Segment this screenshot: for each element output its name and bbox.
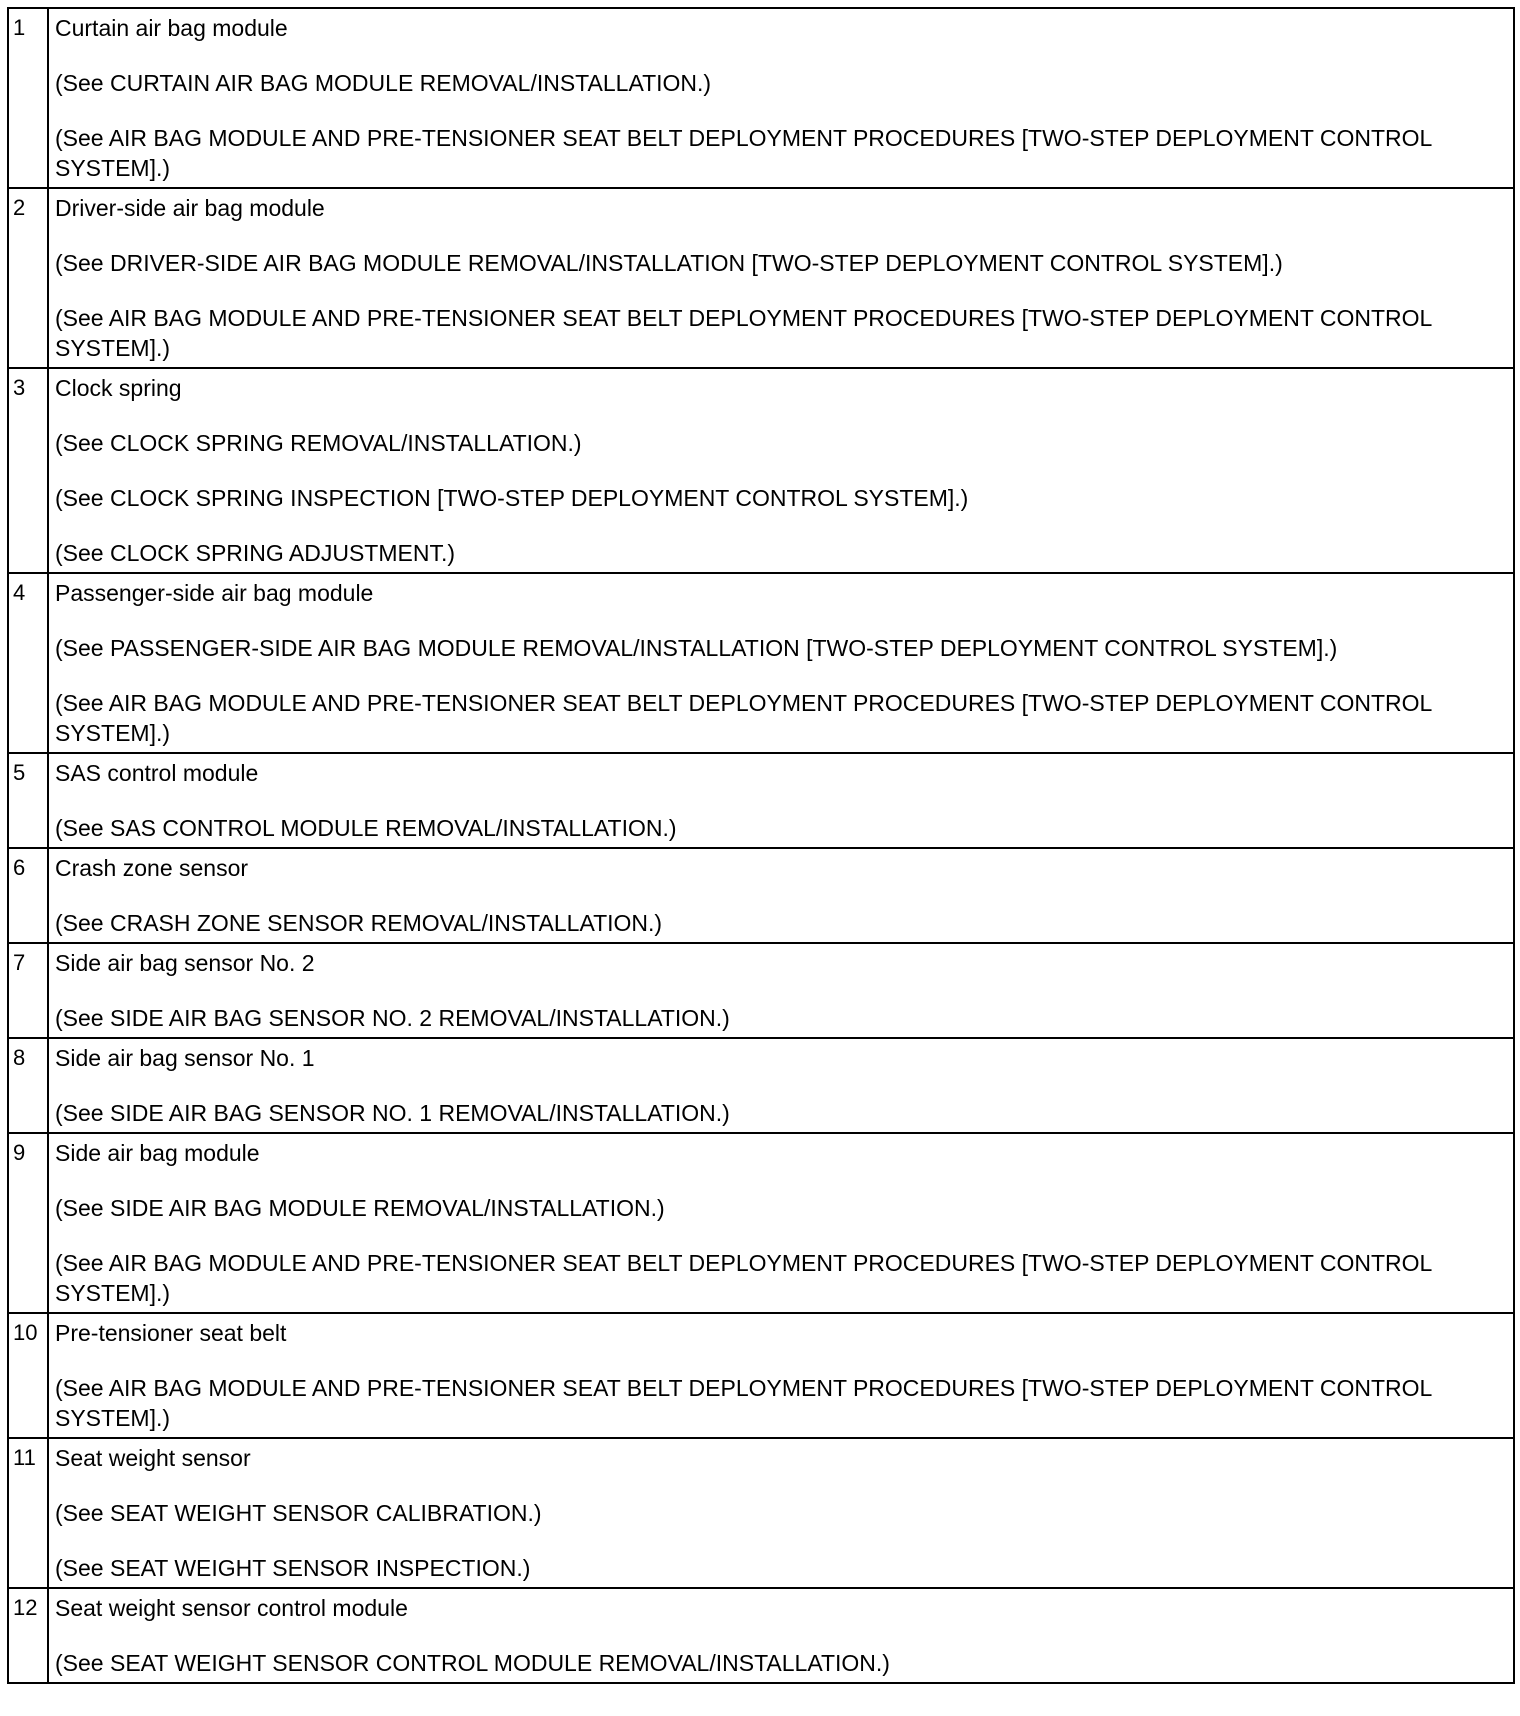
item-number: 5	[8, 753, 48, 848]
item-content-cell	[48, 188, 1514, 368]
item-number: 11	[8, 1438, 48, 1588]
table-row	[8, 753, 1514, 848]
item-name: Curtain air bag module	[55, 15, 288, 41]
item-content-cell	[48, 753, 1514, 848]
parts-reference-table	[7, 7, 1515, 1684]
item-name: Crash zone sensor	[55, 855, 249, 881]
reference-link[interactable]: (See SIDE AIR BAG MODULE REMOVAL/INSTALLATION.)	[55, 1195, 665, 1221]
reference-link[interactable]: (See SEAT WEIGHT SENSOR CONTROL MODULE REMOVAL/INSTALLATION.)	[55, 1650, 890, 1676]
reference-link[interactable]: (See SEAT WEIGHT SENSOR CALIBRATION.)	[55, 1500, 542, 1526]
item-number: 12	[8, 1588, 48, 1683]
item-number: 9	[8, 1133, 48, 1313]
item-content-cell	[48, 1438, 1514, 1588]
reference-link[interactable]: (See CURTAIN AIR BAG MODULE REMOVAL/INSTALLATION.)	[55, 70, 712, 96]
reference-link[interactable]: (See CRASH ZONE SENSOR REMOVAL/INSTALLATION.)	[55, 910, 663, 936]
item-content-cell	[48, 573, 1514, 753]
item-number: 2	[8, 188, 48, 368]
reference-link[interactable]: (See CLOCK SPRING REMOVAL/INSTALLATION.)	[55, 430, 582, 456]
table-row	[8, 1438, 1514, 1588]
reference-link[interactable]: (See CLOCK SPRING INSPECTION [TWO-STEP DEPLOYMENT CONTROL SYSTEM].)	[55, 485, 969, 511]
item-number: 1	[8, 8, 48, 188]
reference-link[interactable]: (See CLOCK SPRING ADJUSTMENT.)	[55, 540, 456, 566]
table-row	[8, 1313, 1514, 1438]
reference-link[interactable]: (See DRIVER-SIDE AIR BAG MODULE REMOVAL/INSTALLATION [TWO-STEP DEPLOYMENT CONTROL SYSTEM].)	[55, 250, 1283, 276]
reference-link[interactable]: (See AIR BAG MODULE AND PRE-TENSIONER SEAT BELT DEPLOYMENT PROCEDURES [TWO-STEP DEPLOYMENT CONTROL SYSTEM].)	[55, 305, 1432, 361]
item-name: Seat weight sensor	[55, 1445, 251, 1471]
reference-link[interactable]: (See AIR BAG MODULE AND PRE-TENSIONER SEAT BELT DEPLOYMENT PROCEDURES [TWO-STEP DEPLOYMENT CONTROL SYSTEM].)	[55, 690, 1432, 746]
table-row	[8, 188, 1514, 368]
table-row	[8, 848, 1514, 943]
reference-link[interactable]: (See SAS CONTROL MODULE REMOVAL/INSTALLATION.)	[55, 815, 677, 841]
item-content-cell	[48, 1133, 1514, 1313]
item-name: Pre-tensioner seat belt	[55, 1320, 287, 1346]
table-row	[8, 8, 1514, 188]
reference-link[interactable]: (See AIR BAG MODULE AND PRE-TENSIONER SEAT BELT DEPLOYMENT PROCEDURES [TWO-STEP DEPLOYMENT CONTROL SYSTEM].)	[55, 1375, 1432, 1431]
item-name: Passenger-side air bag module	[55, 580, 374, 606]
item-content-cell	[48, 1038, 1514, 1133]
item-name: Side air bag module	[55, 1140, 260, 1166]
reference-link[interactable]: (See SIDE AIR BAG SENSOR NO. 1 REMOVAL/INSTALLATION.)	[55, 1100, 730, 1126]
item-number: 7	[8, 943, 48, 1038]
item-number: 8	[8, 1038, 48, 1133]
parts-table-body	[8, 8, 1514, 1683]
item-content-cell	[48, 1313, 1514, 1438]
item-number: 6	[8, 848, 48, 943]
item-name: Clock spring	[55, 375, 182, 401]
table-row	[8, 1038, 1514, 1133]
item-content-cell	[48, 848, 1514, 943]
item-number: 4	[8, 573, 48, 753]
reference-link[interactable]: (See SIDE AIR BAG SENSOR NO. 2 REMOVAL/INSTALLATION.)	[55, 1005, 730, 1031]
item-name: SAS control module	[55, 760, 259, 786]
item-number: 3	[8, 368, 48, 573]
table-row	[8, 368, 1514, 573]
table-row	[8, 943, 1514, 1038]
reference-link[interactable]: (See AIR BAG MODULE AND PRE-TENSIONER SEAT BELT DEPLOYMENT PROCEDURES [TWO-STEP DEPLOYMENT CONTROL SYSTEM].)	[55, 125, 1432, 181]
reference-link[interactable]: (See AIR BAG MODULE AND PRE-TENSIONER SEAT BELT DEPLOYMENT PROCEDURES [TWO-STEP DEPLOYMENT CONTROL SYSTEM].)	[55, 1250, 1432, 1306]
item-name: Side air bag sensor No. 1	[55, 1045, 315, 1071]
table-row	[8, 573, 1514, 753]
item-name: Driver-side air bag module	[55, 195, 325, 221]
table-row	[8, 1133, 1514, 1313]
item-name: Seat weight sensor control module	[55, 1595, 408, 1621]
item-content-cell	[48, 943, 1514, 1038]
item-number: 10	[8, 1313, 48, 1438]
table-row	[8, 1588, 1514, 1683]
item-content-cell	[48, 1588, 1514, 1683]
reference-link[interactable]: (See SEAT WEIGHT SENSOR INSPECTION.)	[55, 1555, 531, 1581]
item-content-cell	[48, 368, 1514, 573]
reference-link[interactable]: (See PASSENGER-SIDE AIR BAG MODULE REMOVAL/INSTALLATION [TWO-STEP DEPLOYMENT CONTROL SYSTEM].)	[55, 635, 1338, 661]
item-content-cell	[48, 8, 1514, 188]
item-name: Side air bag sensor No. 2	[55, 950, 315, 976]
